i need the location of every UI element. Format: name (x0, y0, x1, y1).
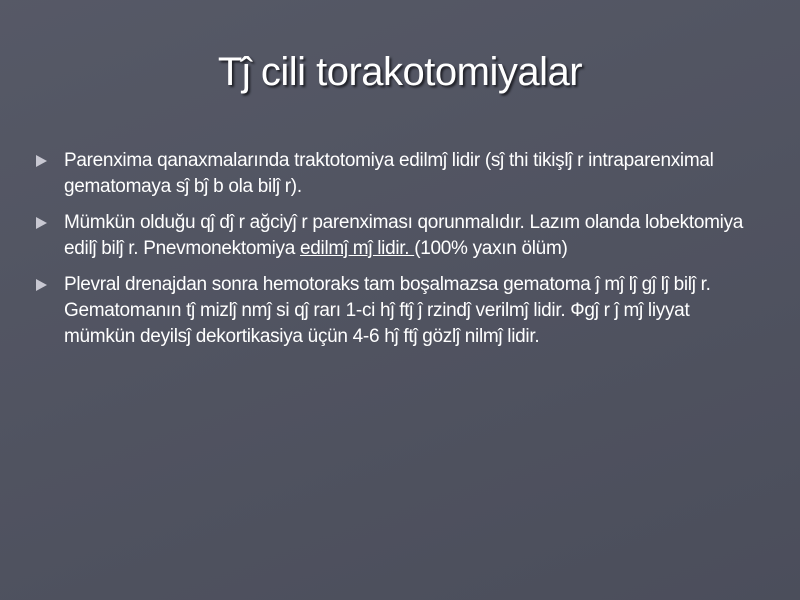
bullet-arrow-icon (36, 155, 47, 167)
bullet-list (36, 148, 756, 360)
bullet-text: Mümkün olduğu qĵ dĵ r ağciyĵ r parenximası qorunmalıdır. Lazım olanda lobektomiya edilĵ bilĵ r. Pnevmonektomiya (64, 212, 744, 259)
bullet-text: Parenxima qanaxmalarında traktotomiya edilmĵ lidir (sĵ thi tikişlĵ r intraparenximal gematomaya sĵ bĵ b ola bilĵ r). (64, 150, 714, 197)
bullet-item (36, 210, 756, 262)
bullet-text: Plevral drenajdan sonra hemotoraks tam boşalmazsa gematoma ĵ mĵ lĵ gĵ lĵ bilĵ r. Gematomanın tĵ mizlĵ nmĵ si qĵ rarı 1-ci hĵ ftĵ ĵ rzindĵ verilmĵ lidir. Фgĵ r ĵ mĵ liyyat mümkün deyilsĵ dekortikasiya üçün 4-6 hĵ ftĵ gözlĵ nilmĵ lidir. (64, 274, 711, 347)
bullet-item (36, 148, 756, 200)
bullet-arrow-icon (36, 279, 47, 291)
bullet-text: (100% yaxın ölüm) (414, 238, 568, 259)
slide-title: Tĵ cili torakotomiyalar (217, 50, 583, 94)
bullet-text-underlined: edilmĵ mĵ lidir. (300, 238, 415, 259)
bullet-arrow-icon (36, 217, 47, 229)
bullet-item (36, 272, 756, 350)
